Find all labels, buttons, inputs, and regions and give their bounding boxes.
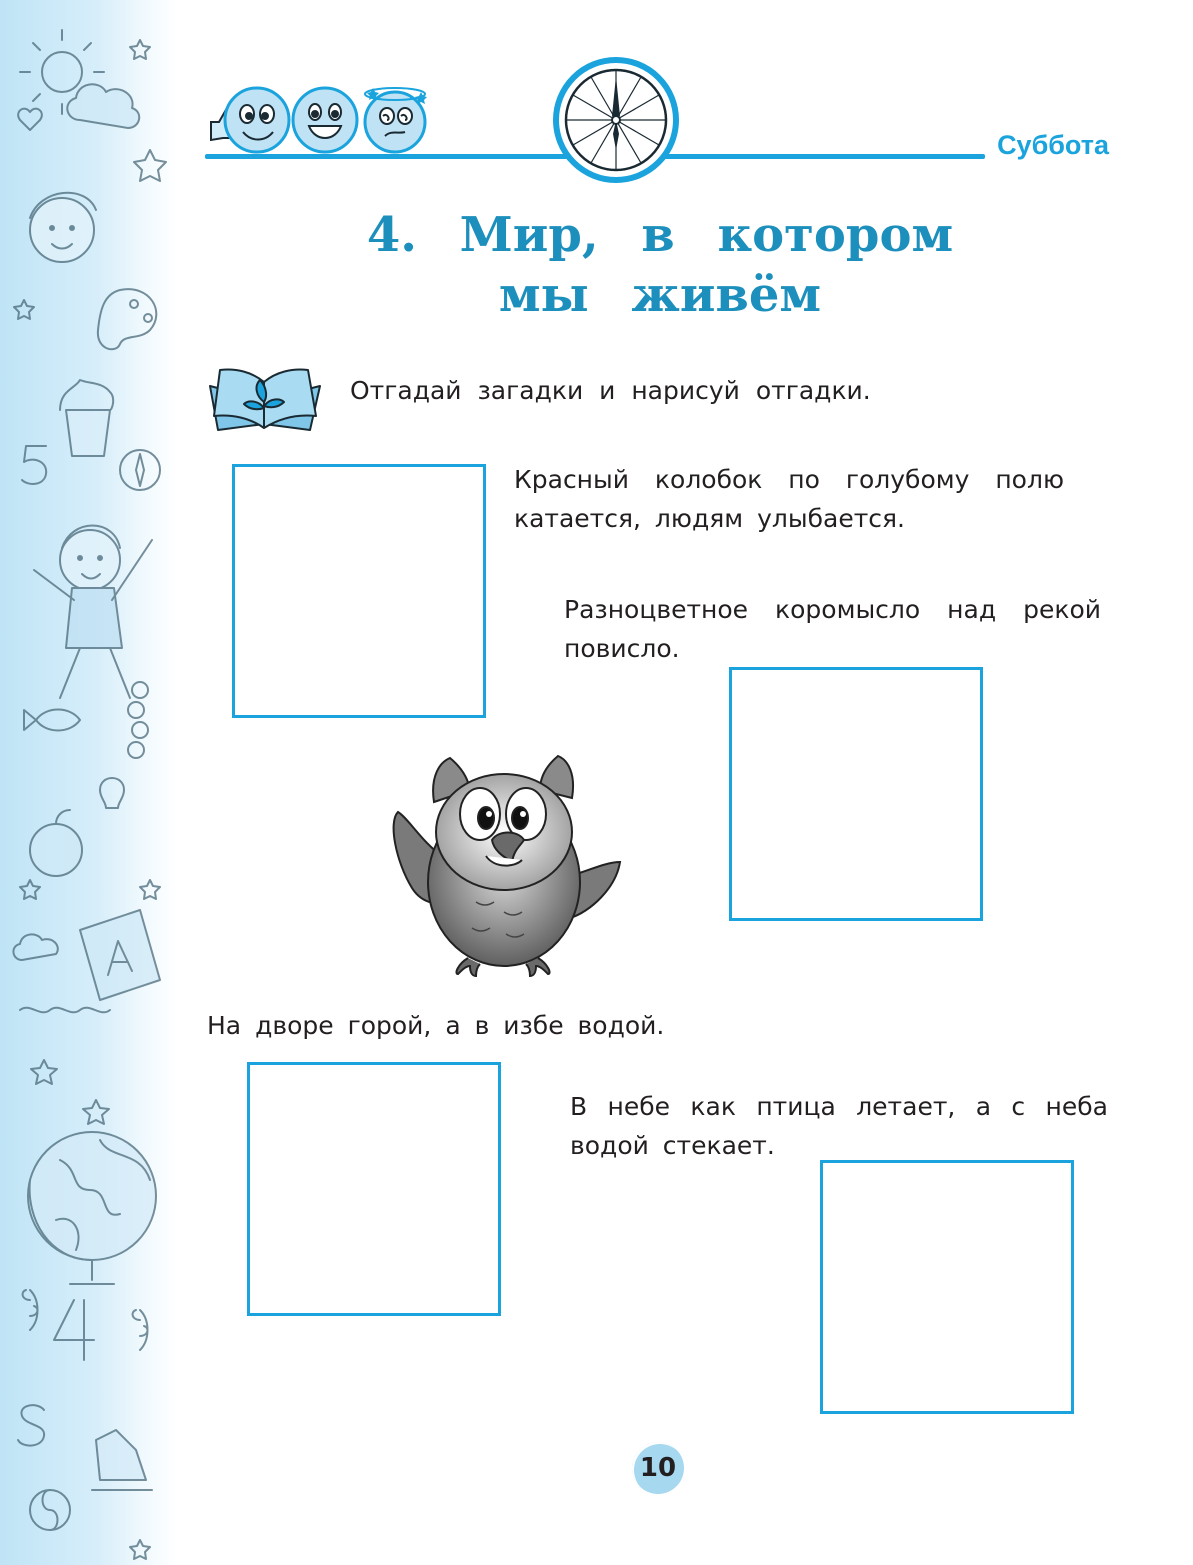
doodle-pattern-icon: [0, 0, 178, 1565]
page-title-line-2: мы живём: [498, 267, 822, 323]
answer-drawing-box[interactable]: [247, 1062, 501, 1316]
clock-icon: [553, 56, 679, 188]
riddle-sun: Красный колобок по голубому полю катается, людям улыбается.: [514, 465, 1064, 533]
smiley-faces-icon: [205, 84, 445, 156]
page-title: [250, 205, 1070, 325]
riddle-rainbow: Разноцветное коромысло над рекой повисло.: [564, 595, 1101, 663]
page-title-line-1: 4. Мир, в котором: [366, 207, 954, 263]
answer-drawing-box[interactable]: [820, 1160, 1074, 1414]
owl-illustration: [376, 752, 632, 978]
answer-drawing-box[interactable]: [232, 464, 486, 718]
answer-drawing-box[interactable]: [729, 667, 983, 921]
riddle-cloud-rain: В небе как птица летает, а с неба водой стекает.: [570, 1092, 1108, 1160]
page-number: 10: [632, 1442, 684, 1494]
task-instruction: Отгадай загадки и нарисуй отгадки.: [350, 376, 871, 405]
riddle-snow: На дворе горой, а в избе водой.: [207, 1011, 665, 1040]
open-book-icon: [206, 362, 324, 434]
day-of-week-label: Суббота: [997, 130, 1109, 160]
decorative-side-strip: [0, 0, 178, 1565]
